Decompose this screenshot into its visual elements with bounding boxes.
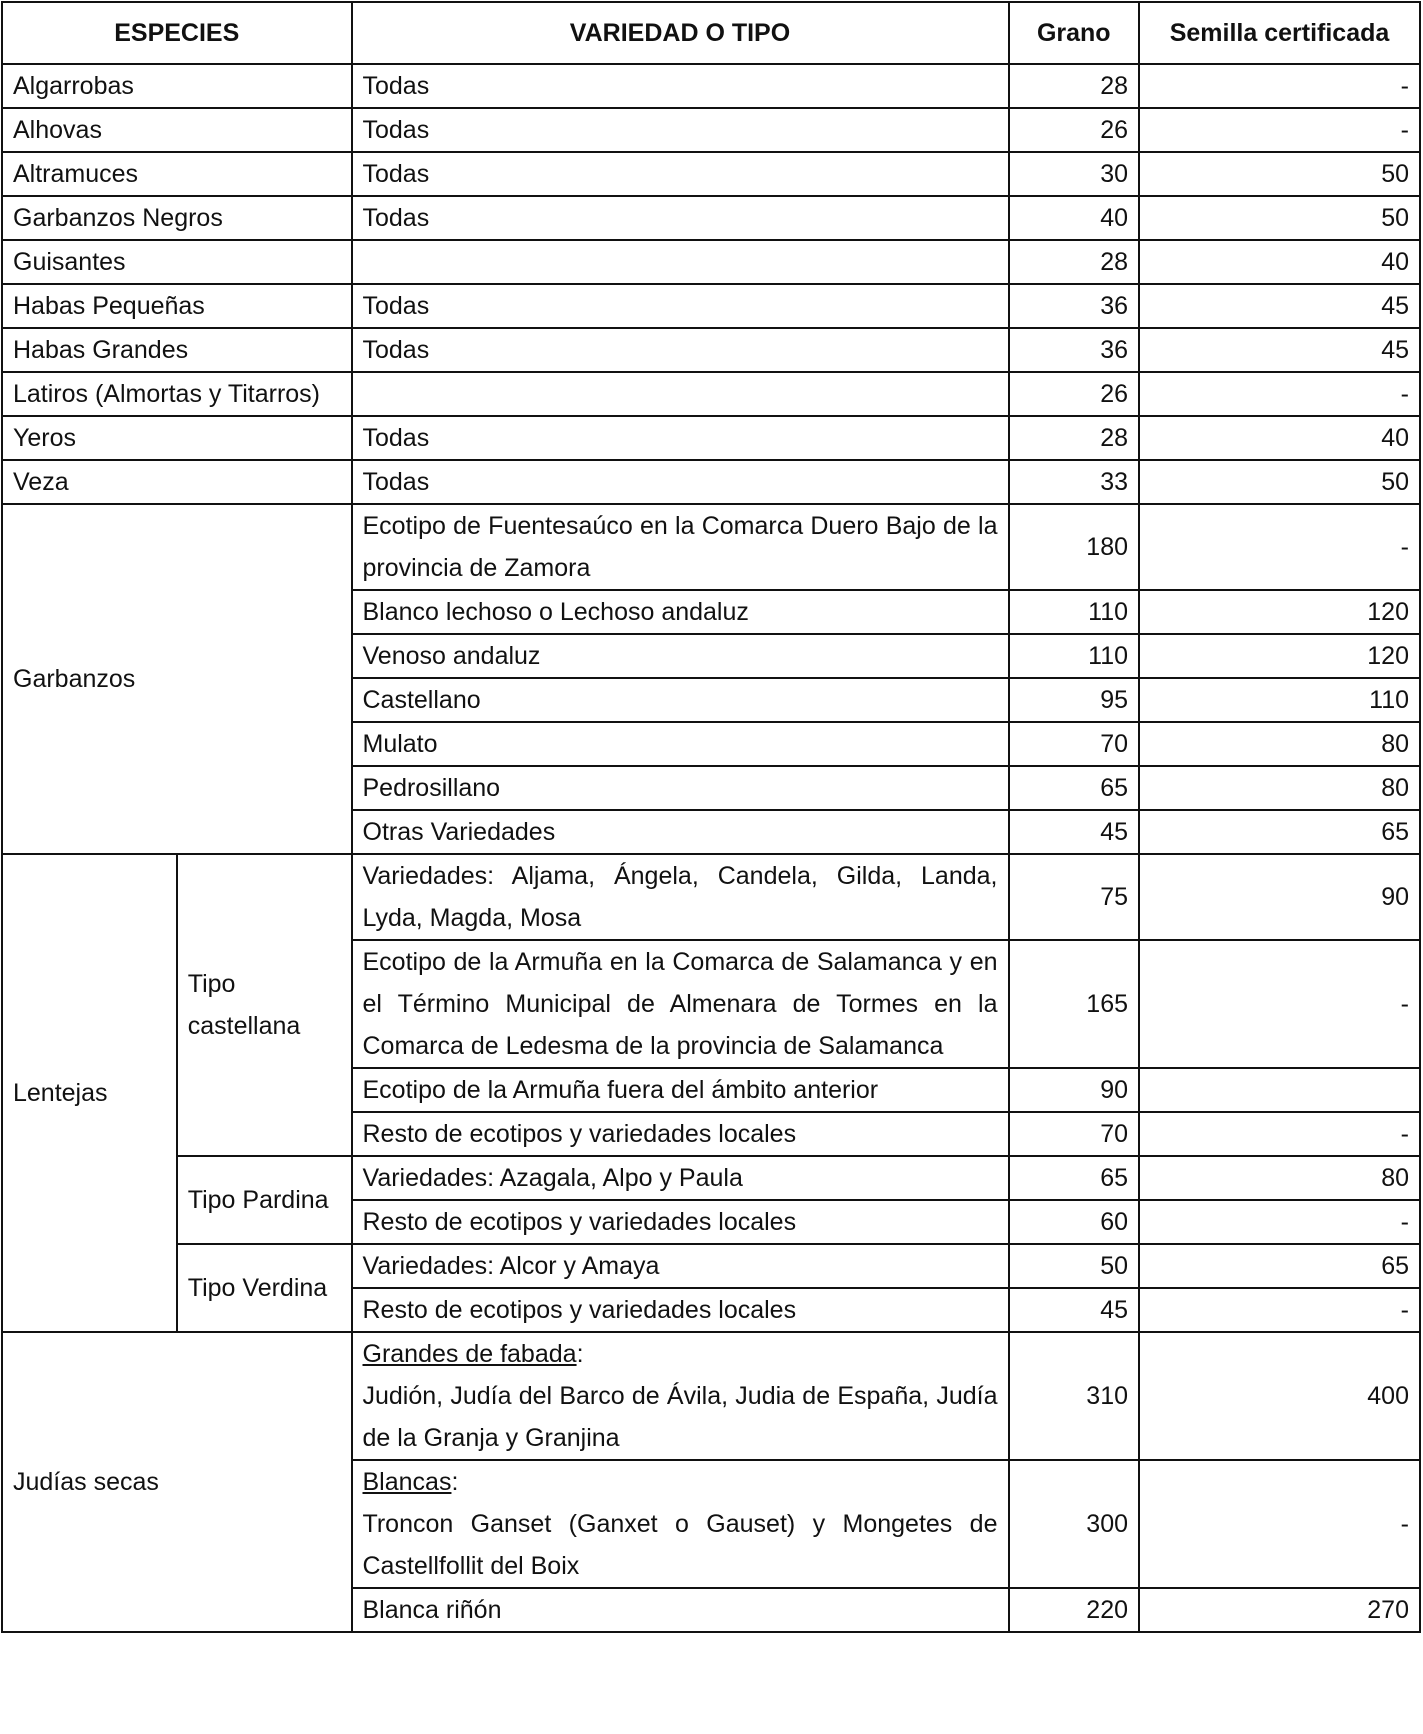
grano-cell: 165	[1009, 940, 1140, 1068]
header-semilla: Semilla certificada	[1139, 2, 1420, 64]
variedad-text: Troncon Ganset (Ganxet o Gauset) y Mongetes de Castellfollit del Boix	[362, 1510, 998, 1580]
semilla-cell: 50	[1139, 152, 1420, 196]
grano-cell: 45	[1009, 810, 1140, 854]
grano-cell: 300	[1009, 1460, 1140, 1588]
grano-cell: 220	[1009, 1588, 1140, 1632]
especie-lentejas: Lentejas	[2, 854, 177, 1332]
semilla-cell: 270	[1139, 1588, 1420, 1632]
variedad-cell: Todas	[352, 64, 1009, 108]
especie-judias: Judías secas	[2, 1332, 352, 1632]
especie-cell: Veza	[2, 460, 352, 504]
semilla-cell: -	[1139, 372, 1420, 416]
grano-cell: 40	[1009, 196, 1140, 240]
variedad-cell: Resto de ecotipos y variedades locales	[352, 1112, 1009, 1156]
semilla-cell: 45	[1139, 328, 1420, 372]
grano-cell: 65	[1009, 766, 1140, 810]
semilla-cell: 80	[1139, 766, 1420, 810]
table-row	[2, 1156, 1420, 1200]
tipo-pardina: Tipo Pardina	[177, 1156, 352, 1244]
especie-cell: Latiros (Almortas y Titarros)	[2, 372, 352, 416]
grano-cell: 28	[1009, 240, 1140, 284]
variedad-cell: Castellano	[352, 678, 1009, 722]
semilla-cell	[1139, 1068, 1420, 1112]
table-row	[2, 416, 1420, 460]
grano-cell: 95	[1009, 678, 1140, 722]
grano-cell: 70	[1009, 1112, 1140, 1156]
semilla-cell: 400	[1139, 1332, 1420, 1460]
table-row	[2, 1244, 1420, 1288]
variedad-cell: Resto de ecotipos y variedades locales	[352, 1200, 1009, 1244]
especie-cell: Habas Grandes	[2, 328, 352, 372]
grano-cell: 26	[1009, 108, 1140, 152]
grano-cell: 90	[1009, 1068, 1140, 1112]
variedad-cell: Todas	[352, 196, 1009, 240]
grano-cell: 50	[1009, 1244, 1140, 1288]
variedad-cell: Pedrosillano	[352, 766, 1009, 810]
semilla-cell: -	[1139, 1460, 1420, 1588]
grano-cell: 30	[1009, 152, 1140, 196]
variedad-cell	[352, 240, 1009, 284]
variedad-cell: Ecotipo de la Armuña en la Comarca de Salamanca y en el Término Municipal de Almenara de Tormes en la Comarca de Ledesma de la provincia de Salamanca	[352, 940, 1009, 1068]
grano-cell: 180	[1009, 504, 1140, 590]
grano-cell: 110	[1009, 634, 1140, 678]
especie-cell: Altramuces	[2, 152, 352, 196]
semilla-cell: 80	[1139, 722, 1420, 766]
table-row	[2, 64, 1420, 108]
table-row	[2, 504, 1420, 590]
variedad-cell: Variedades: Aljama, Ángela, Candela, Gilda, Landa, Lyda, Magda, Mosa	[352, 854, 1009, 940]
variedad-cell: Otras Variedades	[352, 810, 1009, 854]
especie-cell: Garbanzos Negros	[2, 196, 352, 240]
header-especies: ESPECIES	[2, 2, 352, 64]
especie-cell: Alhovas	[2, 108, 352, 152]
header-variedad: VARIEDAD O TIPO	[352, 2, 1009, 64]
variedad-cell: Venoso andaluz	[352, 634, 1009, 678]
grano-cell: 70	[1009, 722, 1140, 766]
semilla-cell: 110	[1139, 678, 1420, 722]
variedad-cell: Variedades: Alcor y Amaya	[352, 1244, 1009, 1288]
table-row	[2, 152, 1420, 196]
grano-cell: 33	[1009, 460, 1140, 504]
variedad-cell	[352, 1460, 1009, 1588]
semilla-cell: 65	[1139, 1244, 1420, 1288]
variedad-cell: Mulato	[352, 722, 1009, 766]
semilla-cell: 120	[1139, 634, 1420, 678]
header-grano: Grano	[1009, 2, 1140, 64]
heading-colon: :	[576, 1340, 584, 1368]
semilla-cell: -	[1139, 1200, 1420, 1244]
grano-cell: 26	[1009, 372, 1140, 416]
table-row	[2, 240, 1420, 284]
semilla-cell: 120	[1139, 590, 1420, 634]
table-row	[2, 1332, 1420, 1460]
seed-weight-table	[1, 1, 1421, 1633]
semilla-cell: -	[1139, 940, 1420, 1068]
variedad-cell: Blanco lechoso o Lechoso andaluz	[352, 590, 1009, 634]
grano-cell: 45	[1009, 1288, 1140, 1332]
semilla-cell: 40	[1139, 416, 1420, 460]
variedad-cell: Todas	[352, 284, 1009, 328]
semilla-cell: -	[1139, 1112, 1420, 1156]
table-row	[2, 460, 1420, 504]
especie-cell: Guisantes	[2, 240, 352, 284]
variedad-cell: Todas	[352, 152, 1009, 196]
especie-cell: Habas Pequeñas	[2, 284, 352, 328]
especie-cell: Algarrobas	[2, 64, 352, 108]
tipo-verdina: Tipo Verdina	[177, 1244, 352, 1332]
variedad-heading: Blancas	[362, 1468, 452, 1496]
document-page	[1, 1, 1421, 1633]
variedad-heading: Grandes de fabada	[362, 1340, 577, 1368]
semilla-cell: -	[1139, 64, 1420, 108]
grano-cell: 75	[1009, 854, 1140, 940]
variedad-cell: Variedades: Azagala, Alpo y Paula	[352, 1156, 1009, 1200]
tipo-castellana: Tipo castellana	[177, 854, 352, 1156]
table-row	[2, 284, 1420, 328]
table-row	[2, 328, 1420, 372]
grano-cell: 28	[1009, 64, 1140, 108]
semilla-cell: -	[1139, 108, 1420, 152]
grano-cell: 65	[1009, 1156, 1140, 1200]
grano-cell: 28	[1009, 416, 1140, 460]
semilla-cell: 90	[1139, 854, 1420, 940]
especie-garbanzos: Garbanzos	[2, 504, 352, 854]
variedad-cell: Ecotipo de la Armuña fuera del ámbito anterior	[352, 1068, 1009, 1112]
semilla-cell: 40	[1139, 240, 1420, 284]
semilla-cell: 50	[1139, 460, 1420, 504]
semilla-cell: -	[1139, 1288, 1420, 1332]
grano-cell: 60	[1009, 1200, 1140, 1244]
semilla-cell: 80	[1139, 1156, 1420, 1200]
semilla-cell: 65	[1139, 810, 1420, 854]
header-row	[2, 2, 1420, 64]
variedad-cell: Resto de ecotipos y variedades locales	[352, 1288, 1009, 1332]
grano-cell: 36	[1009, 284, 1140, 328]
table-row	[2, 854, 1420, 940]
grano-cell: 36	[1009, 328, 1140, 372]
variedad-cell: Blanca riñón	[352, 1588, 1009, 1632]
table-row	[2, 108, 1420, 152]
variedad-cell: Todas	[352, 460, 1009, 504]
especie-cell: Yeros	[2, 416, 352, 460]
variedad-cell: Todas	[352, 108, 1009, 152]
variedad-cell: Todas	[352, 328, 1009, 372]
heading-colon: :	[451, 1468, 459, 1496]
table-row	[2, 372, 1420, 416]
semilla-cell: 45	[1139, 284, 1420, 328]
variedad-cell: Ecotipo de Fuentesaúco en la Comarca Duero Bajo de la provincia de Zamora	[352, 504, 1009, 590]
grano-cell: 110	[1009, 590, 1140, 634]
semilla-cell: 50	[1139, 196, 1420, 240]
variedad-text: Judión, Judía del Barco de Ávila, Judia de España, Judía de la Granja y Granjina	[362, 1382, 998, 1452]
variedad-cell	[352, 372, 1009, 416]
variedad-cell: Todas	[352, 416, 1009, 460]
variedad-cell	[352, 1332, 1009, 1460]
grano-cell: 310	[1009, 1332, 1140, 1460]
table-row	[2, 196, 1420, 240]
semilla-cell: -	[1139, 504, 1420, 590]
